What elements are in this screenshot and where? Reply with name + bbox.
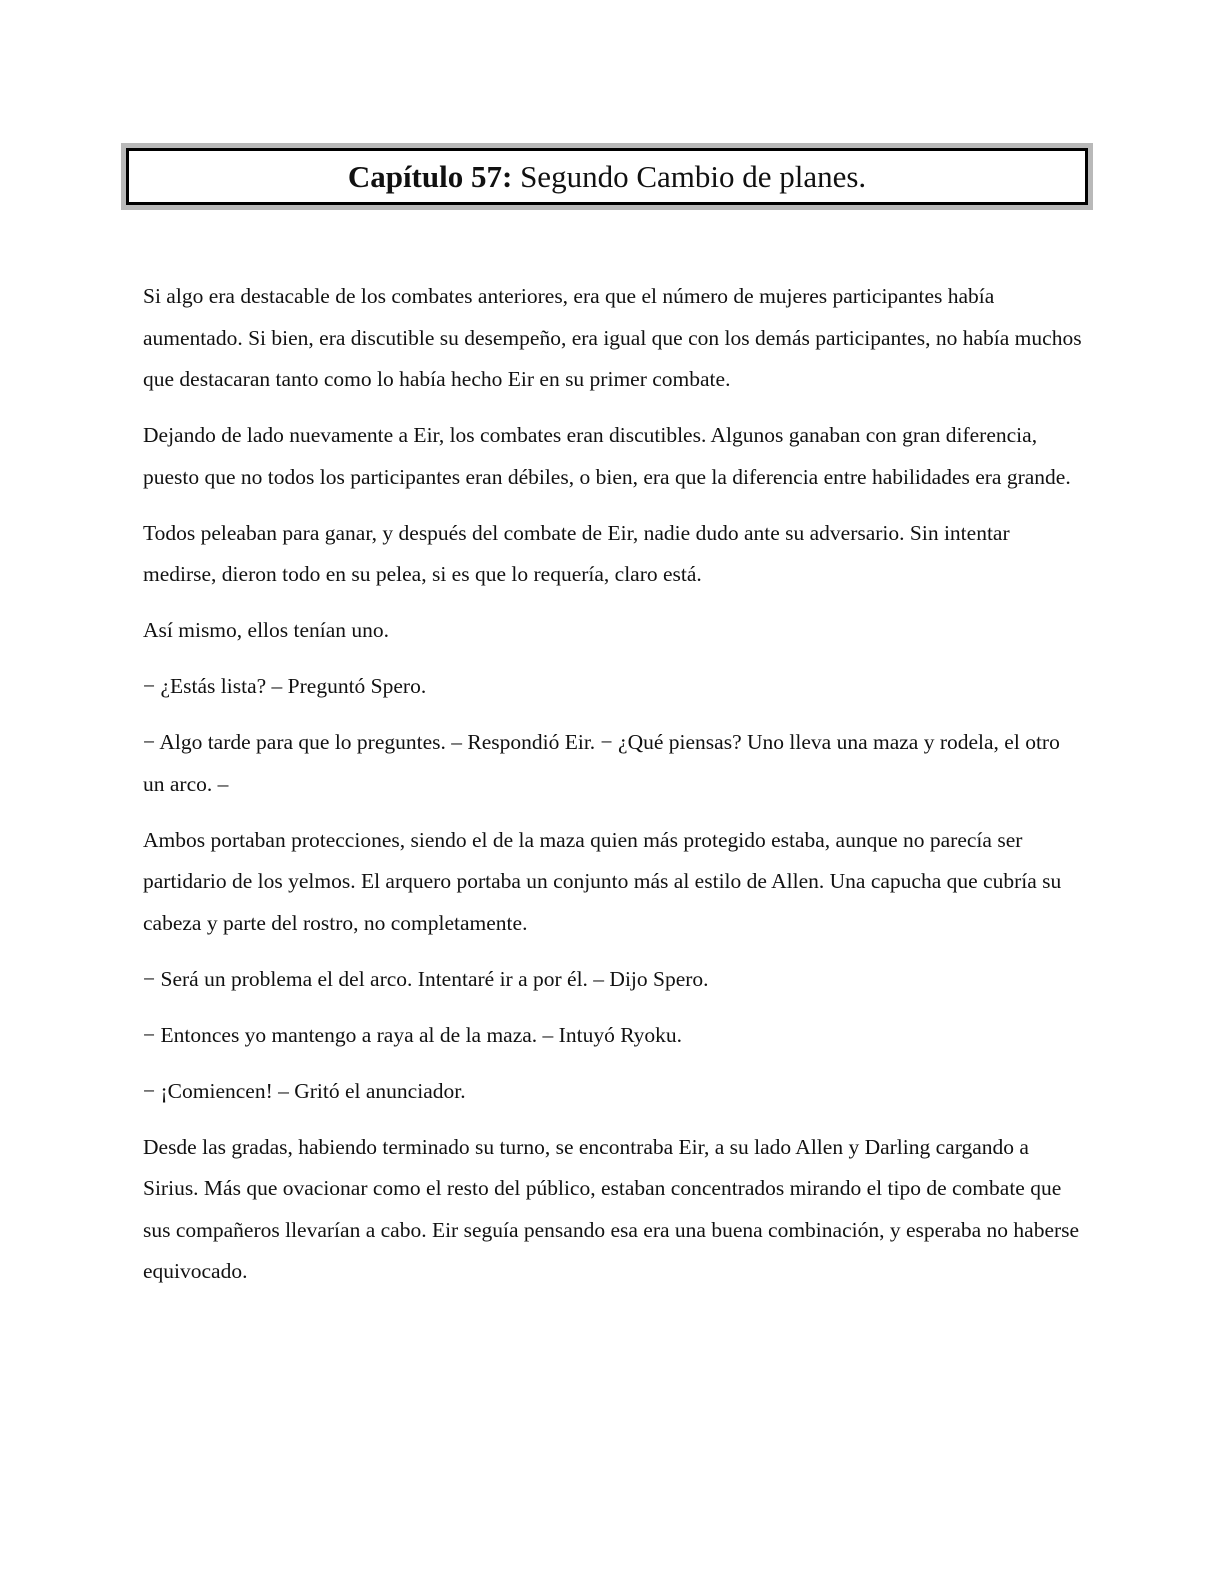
dialogue-line: − Algo tarde para que lo preguntes. – Respondió Eir. − ¿Qué piensas? Uno lleva una maza y rodela, el otro un arco. –	[143, 730, 1060, 796]
paragraph: Así mismo, ellos tenían uno.	[143, 618, 390, 642]
paragraph: Ambos portaban protecciones, siendo el de la maza quien más protegido estaba, aunque no parecía ser partidario de los yelmos. El arquero portaba un conjunto más al estilo de Allen. Una capucha que cubría su cabeza y parte del rostro, no completamente.	[143, 827, 1062, 935]
dialogue-line: − Será un problema el del arco. Intentaré ir a por él. – Dijo Spero.	[143, 966, 709, 991]
chapter-number-label: Capítulo 57:	[347, 159, 513, 194]
paragraph: Dejando de lado nuevamente a Eir, los combates eran discutibles. Algunos ganaban con gran diferencia, puesto que no todos los participantes eran débiles, o bien, era que la diferencia entre habilidades era grande.	[143, 423, 1071, 489]
paragraph: Todos peleaban para ganar, y después del combate de Eir, nadie dudo ante su adversario. Sin intentar medirse, dieron todo en su pelea, si es que lo requería, claro está.	[143, 520, 1010, 586]
paragraph: Desde las gradas, habiendo terminado su turno, se encontraba Eir, a su lado Allen y Darling cargando a Sirius. Más que ovacionar como el resto del público, estaban concentrados mirando el tipo de combate que sus compañeros llevarían a cabo. Eir seguía pensando esa era una buena combinación, y esperaba no haberse equivocado.	[143, 1134, 1080, 1283]
dialogue-line: − ¿Estás lista? – Preguntó Spero.	[143, 674, 427, 698]
chapter-heading	[348, 161, 866, 192]
paragraph: Si algo era destacable de los combates anteriores, era que el número de mujeres participantes había aumentado. Si bien, era discutible su desempeño, era igual que con los demás participantes, no había muchos que destacaran tanto como lo había hecho Eir en su primer combate.	[143, 284, 1082, 391]
chapter-heading-box	[126, 148, 1088, 205]
chapter-heading-frame	[121, 143, 1093, 210]
chapter-title: Segundo Cambio de planes.	[520, 159, 867, 194]
dialogue-line: − ¡Comiencen! – Gritó el anunciador.	[143, 1078, 466, 1103]
dialogue-line: − Entonces yo mantengo a raya al de la maza. – Intuyó Ryoku.	[143, 1022, 683, 1047]
chapter-body	[143, 276, 1083, 1307]
